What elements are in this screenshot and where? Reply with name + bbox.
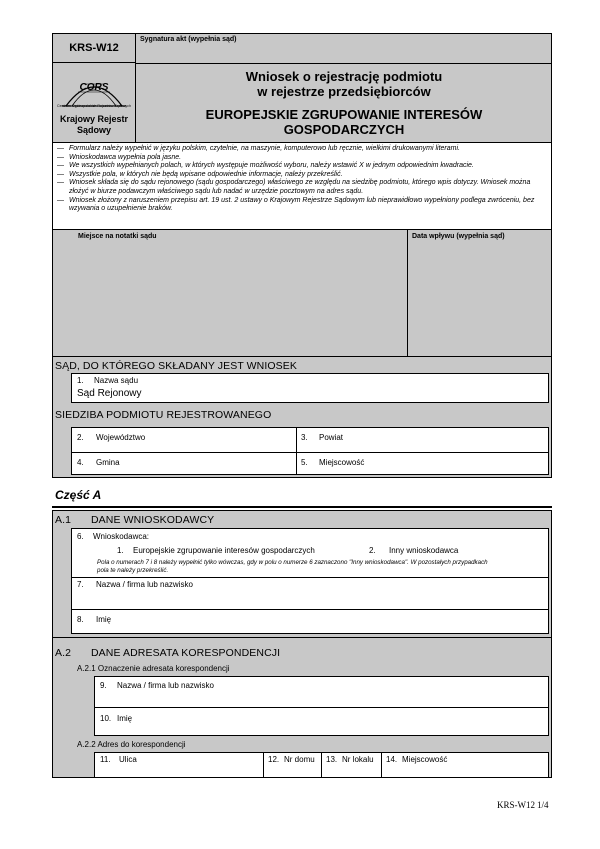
form-subtitle-line1: EUROPEJSKIE ZGRUPOWANIE INTERESÓW (205, 107, 483, 122)
part-a-underline (52, 506, 552, 508)
voivodeship-field[interactable] (71, 427, 297, 453)
a1-num: A.1 (55, 514, 72, 526)
applicant-name-field[interactable] (71, 578, 549, 610)
seat-section-title: SIEDZIBA PODMIOTU REJESTROWANEGO (55, 409, 272, 421)
voivodeship-label: Województwo (96, 433, 146, 442)
recipient-firstname-label: Imię (117, 714, 133, 723)
form-subtitle-line2: GOSPODARCZYCH (283, 122, 405, 137)
form-code-cell (52, 33, 136, 63)
logo-subtext: Centrum Ogólnopolskich Rejestrów Sądowych (57, 104, 131, 108)
applicant-note-line2: pola te należy przekreślić. (97, 567, 169, 574)
a22-label: A.2.2 Adres do korespondencji (77, 740, 186, 749)
recipient-name-label: Nazwa / firma lub nazwisko (117, 681, 214, 690)
footer-form-code: KRS-W12 (497, 800, 535, 810)
receipt-date-label: Data wpływu (wypełnia sąd) (412, 233, 505, 240)
street-num: 11. (100, 755, 111, 764)
apartment-number-num: 13. (326, 755, 338, 764)
commune-num: 4. (77, 458, 84, 467)
locality-label: Miejscowość (319, 458, 365, 467)
instruction-item: — Wszystkie pola, w których nie będą wpisane odpowiednie informacje, należy przekreślić. (57, 171, 547, 180)
applicant-type-label: Wnioskodawca: (93, 532, 150, 541)
commune-label: Gmina (96, 458, 120, 467)
option-ezig-label[interactable]: Europejskie zgrupowanie interesów gospodarczych (133, 546, 315, 555)
apartment-number-label: Nr lokalu (342, 755, 374, 764)
form-title-line2: w rejestrze przedsiębiorców (257, 84, 431, 99)
street-field[interactable] (94, 752, 264, 778)
house-number-label: Nr domu (284, 755, 315, 764)
applicant-firstname-field[interactable] (71, 610, 549, 634)
instructions-box (52, 143, 552, 230)
apartment-number-field[interactable] (322, 752, 382, 778)
street-label: Ulica (119, 755, 137, 764)
correspondence-locality-label: Miejscowość (402, 755, 448, 764)
a2-title: DANE ADRESATA KORESPONDENCJI (91, 647, 281, 659)
option-other-num: 2. (369, 546, 376, 555)
court-name-num: 1. (77, 376, 84, 385)
applicant-name-num: 7. (77, 580, 84, 589)
part-a-title: Część A (55, 488, 102, 502)
footer-page-number: 1/4 (537, 800, 549, 810)
registry-name-line1: Krajowy Rejestr (59, 114, 129, 124)
recipient-name-num: 9. (100, 681, 107, 690)
header-divider (136, 63, 552, 64)
instruction-item: — Formularz należy wypełnić w języku polskim, czytelnie, na maszynie, komputerowo lub ręcznie, wielkimi drukowanymi literami. (57, 145, 547, 154)
court-notes-label: Miejsce na notatki sądu (78, 233, 157, 240)
court-name-value: Sąd Rejonowy (77, 388, 142, 399)
a1-title: DANE WNIOSKODAWCY (91, 514, 215, 526)
a2-num: A.2 (55, 647, 72, 659)
correspondence-locality-field[interactable] (382, 752, 549, 778)
house-number-num: 12. (268, 755, 280, 764)
option-other-label[interactable]: Inny wnioskodawca (389, 546, 459, 555)
county-label: Powiat (319, 433, 344, 442)
applicant-note-line1: Pola o numerach 7 i 8 należy wypełnić tylko wówczas, gdy w polu o numerze 6 zaznaczono "Inny wnioskodawca". W pozostałych przypadkach (97, 559, 488, 566)
court-section-title: SĄD, DO KTÓREGO SKŁADANY JEST WNIOSEK (55, 360, 297, 372)
signature-label: Sygnatura akt (wypełnia sąd) (140, 36, 237, 43)
county-num: 3. (301, 433, 308, 442)
receipt-date-area (408, 230, 552, 357)
a21-label: A.2.1 Oznaczenie adresata korespondencji (77, 664, 230, 673)
instruction-item: — Wniosek składa się do sądu rejonowego (sądu gospodarczego) właściwego ze względu na siedzibę podmiotu, którego wpis dotyczy. Wniosek można złożyć w biurze podawczym właściwego sądu lub nadać w urzędzie pocztowym na adres sądu. (57, 179, 547, 196)
recipient-name-field[interactable] (94, 676, 549, 708)
locality-num: 5. (301, 458, 308, 467)
registry-name-line2: Sądowy (76, 125, 111, 135)
option-ezig-num: 1. (117, 546, 124, 555)
form-code: KRS-W12 (69, 42, 119, 54)
recipient-firstname-field[interactable] (94, 708, 549, 736)
applicant-firstname-label: Imię (96, 615, 112, 624)
house-number-field[interactable] (264, 752, 322, 778)
locality-field[interactable] (297, 453, 549, 475)
court-name-label: Nazwa sądu (94, 376, 139, 385)
instructions-list (57, 145, 547, 214)
applicant-name-label: Nazwa / firma lub nazwisko (96, 580, 193, 589)
applicant-type-num: 6. (77, 532, 84, 541)
instruction-item: — Wniosek złożony z naruszeniem przepisu art. 19 ust. 2 ustawy o Krajowym Rejestrze Sądowym lub nieprawidłowo wypełniony podlega zwróceniu, bez wzywania o uzupełnienie braków. (57, 197, 547, 214)
court-notes-area (52, 230, 408, 357)
recipient-firstname-num: 10. (100, 714, 112, 723)
commune-field[interactable] (71, 453, 297, 475)
court-name-field[interactable] (71, 373, 549, 403)
applicant-firstname-num: 8. (77, 615, 84, 624)
form-title-line1: Wniosek o rejestrację podmiotu (245, 69, 443, 84)
county-field[interactable] (297, 427, 549, 453)
instruction-item: — We wszystkich wypełnianych polach, w których występuje możliwość wyboru, należy wstawić X w jednym odpowiednim kwadracie. (57, 162, 547, 171)
correspondence-locality-num: 14. (386, 755, 398, 764)
logo-text: CORS (79, 82, 109, 93)
voivodeship-num: 2. (77, 433, 84, 442)
instruction-item: — Wnioskodawca wypełnia pola jasne. (57, 154, 547, 163)
